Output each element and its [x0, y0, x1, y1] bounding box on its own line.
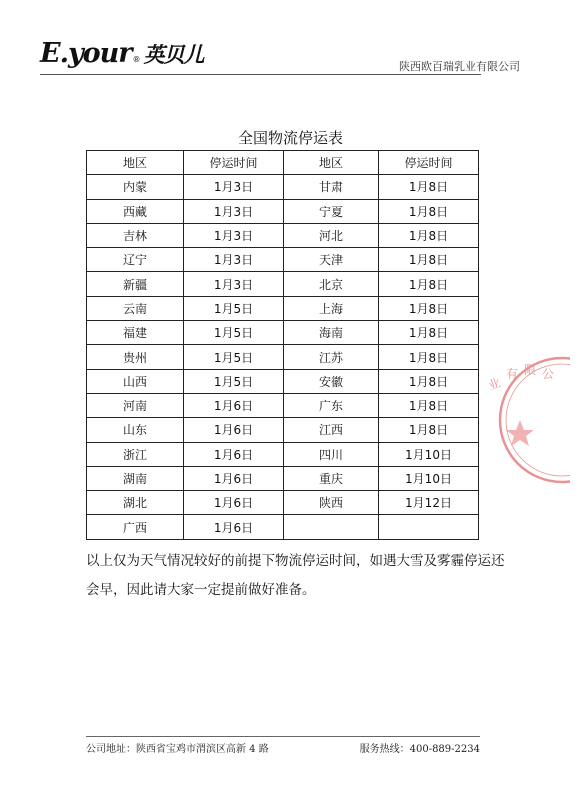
region-cell: 福建: [87, 321, 184, 345]
table-row: [87, 199, 479, 223]
region-cell: 浙江: [87, 442, 184, 466]
region-cell: 重庆: [284, 466, 379, 490]
logistics-schedule-table: [86, 150, 479, 540]
stop-date-cell: 1月8日: [379, 248, 479, 272]
region-cell: 云南: [87, 296, 184, 320]
registered-mark: ®: [132, 55, 141, 64]
region-cell: 江苏: [284, 345, 379, 369]
table-header-row: [87, 151, 479, 175]
region-cell: 辽宁: [87, 248, 184, 272]
region-cell: 河北: [284, 223, 379, 247]
region-cell: 湖北: [87, 491, 184, 515]
stop-date-cell: 1月5日: [184, 369, 284, 393]
region-cell: 内蒙: [87, 175, 184, 199]
stop-date-cell: 1月8日: [379, 223, 479, 247]
table-row: [87, 515, 479, 539]
region-cell: 海南: [284, 321, 379, 345]
region-cell: 上海: [284, 296, 379, 320]
stop-date-cell: 1月3日: [184, 272, 284, 296]
table-row: [87, 418, 479, 442]
region-cell: 吉林: [87, 223, 184, 247]
table-row: [87, 175, 479, 199]
stop-date-cell: 1月8日: [379, 369, 479, 393]
header-divider: [40, 74, 481, 75]
region-cell: 新疆: [87, 272, 184, 296]
stop-date-cell: 1月8日: [379, 199, 479, 223]
table-row: [87, 321, 479, 345]
table-row: [87, 442, 479, 466]
stop-date-cell: 1月3日: [184, 248, 284, 272]
region-cell: 贵州: [87, 345, 184, 369]
stop-date-cell: 1月3日: [184, 223, 284, 247]
column-header-stop-date: 停运时间: [379, 151, 479, 175]
region-cell: 山东: [87, 418, 184, 442]
notice-text: 以上仅为天气情况较好的前提下物流停运时间，如遇大雪及雾霾停运还会早，因此请大家一定提前做好准备。: [86, 553, 505, 598]
column-header-stop-date: 停运时间: [184, 151, 284, 175]
table-row: [87, 248, 479, 272]
region-cell: 陕西: [284, 491, 379, 515]
stop-date-cell: 1月8日: [379, 321, 479, 345]
column-header-region: 地区: [87, 151, 184, 175]
region-cell: 江西: [284, 418, 379, 442]
region-cell: 湖南: [87, 466, 184, 490]
svg-text:业: 业: [486, 375, 503, 393]
region-cell: 天津: [284, 248, 379, 272]
svg-text:有: 有: [506, 367, 519, 381]
stop-date-cell: 1月8日: [379, 345, 479, 369]
stop-date-cell: 1月8日: [379, 418, 479, 442]
logo-text-en: E.your: [40, 38, 132, 69]
region-cell: 安徽: [284, 369, 379, 393]
table-row: [87, 345, 479, 369]
table-row: [87, 223, 479, 247]
stop-date-cell: 1月8日: [379, 296, 479, 320]
stop-date-cell: 1月10日: [379, 442, 479, 466]
table-row: [87, 466, 479, 490]
table-row: [87, 272, 479, 296]
stop-date-cell: 1月8日: [379, 272, 479, 296]
table-body: [87, 175, 479, 539]
stop-date-cell: 1月12日: [379, 491, 479, 515]
stop-date-cell: 1月6日: [184, 515, 284, 539]
stop-date-cell: 1月6日: [184, 491, 284, 515]
stop-date-cell: 1月8日: [379, 393, 479, 417]
logo-text-cn: 英贝儿: [143, 43, 204, 67]
service-hotline: 服务热线：400-889-2234: [359, 744, 480, 755]
region-cell: 西藏: [87, 199, 184, 223]
region-cell: [284, 515, 379, 539]
stop-date-cell: [379, 515, 479, 539]
page-title: 全国物流停运表: [237, 129, 343, 147]
region-cell: 甘肃: [284, 175, 379, 199]
letterhead: [40, 38, 520, 78]
stop-date-cell: 1月8日: [379, 175, 479, 199]
stop-date-cell: 1月6日: [184, 442, 284, 466]
stop-date-cell: 1月5日: [184, 321, 284, 345]
table-row: [87, 393, 479, 417]
stop-date-cell: 1月6日: [184, 418, 284, 442]
company-seal-stamp: [480, 350, 570, 490]
stop-date-cell: 1月5日: [184, 296, 284, 320]
company-address: 公司地址：陕西省宝鸡市渭滨区高新 4 路: [86, 744, 269, 755]
region-cell: 广西: [87, 515, 184, 539]
region-cell: 四川: [284, 442, 379, 466]
column-header-region: 地区: [284, 151, 379, 175]
stop-date-cell: 1月6日: [184, 466, 284, 490]
region-cell: 宁夏: [284, 199, 379, 223]
svg-text:限: 限: [524, 363, 537, 377]
region-cell: 山西: [87, 369, 184, 393]
table-row: [87, 491, 479, 515]
brand-logo: [40, 38, 204, 69]
svg-text:公: 公: [542, 367, 555, 381]
stop-date-cell: 1月3日: [184, 175, 284, 199]
region-cell: 北京: [284, 272, 379, 296]
stop-date-cell: 1月5日: [184, 345, 284, 369]
table-row: [87, 369, 479, 393]
region-cell: 广东: [284, 393, 379, 417]
footer-divider: [86, 736, 480, 737]
table-row: [87, 296, 479, 320]
company-name: 陕西欧百瑞乳业有限公司: [399, 60, 520, 73]
region-cell: 河南: [87, 393, 184, 417]
stop-date-cell: 1月6日: [184, 393, 284, 417]
stop-date-cell: 1月3日: [184, 199, 284, 223]
stop-date-cell: 1月10日: [379, 466, 479, 490]
